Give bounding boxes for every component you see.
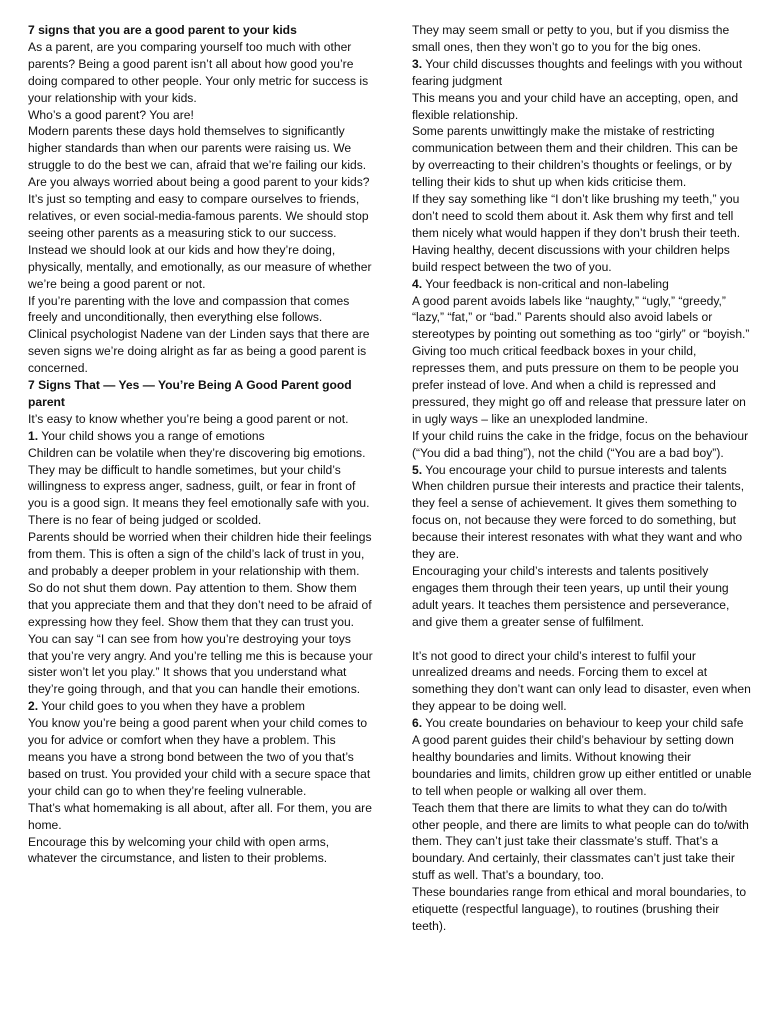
paragraph: Giving too much critical feedback boxes in your child, represses them, and puts pressure on them to be people you prefer instead of love. And when a child is repressed and pressured, they might go off and release that pressure later on in ugly ways – like an unexploded landmine. — [412, 344, 746, 426]
paragraph: Encourage this by welcoming your child with open arms, whatever the circumstance, and listen to their problems. — [28, 834, 330, 866]
sign-heading-text: Your feedback is non-critical and non-labeling — [422, 276, 669, 291]
sign-heading-text: You create boundaries on behaviour to keep your child safe — [422, 716, 744, 731]
sign-number: 5. — [412, 462, 423, 477]
paragraph: If your child ruins the cake in the fridge, focus on the behaviour (“You did a bad thing”), not the child (“You are a bad boy”). — [412, 428, 749, 460]
paragraph: You know you’re being a good parent when your child comes to you for advice or comfort when they have a problem. This means you have a strong bond between the two of you that’s based on trust. You provided your child with a secure space that your child can go to when they’re feeling vulnerable. — [28, 716, 371, 798]
paragraph: If they say something like “I don’t like brushing my teeth,” you don’t need to scold them about it. Ask them why first and tell them nicely what would happen if they don’t brush their teeth. Having healthy, decent discussions with your children helps build respect between the two of you. — [412, 192, 741, 274]
sign-heading-6 — [412, 715, 752, 732]
sign-number: 3. — [412, 56, 423, 71]
sign-heading-4 — [412, 276, 752, 293]
right-column — [412, 22, 752, 935]
sign-number: 6. — [412, 716, 423, 731]
paragraph: That’s what homemaking is all about, after all. For them, you are home. — [28, 800, 372, 832]
paragraph: Parents should be worried when their children hide their feelings from them. This is often a sign of the child’s lack of trust in you, and probably a deeper problem in your relationship with them. — [28, 530, 372, 578]
paragraph: You can say “I can see from how you’re destroying your toys that you’re very angry. And you’re telling me this is because your sister won’t let you play.” It shows that you understand what they’re going through, and that you can handle their emotions. — [28, 631, 373, 697]
paragraph: Teach them that there are limits to what they can do to/with other people, and there are limits to what people can do to/with them. They can’t just take their classmate’s stuff. That’s a boundary. And certainly, their classmates can’t just take their stuff as well. That’s a boundary, too. — [412, 800, 749, 883]
sign-heading-5 — [412, 462, 752, 479]
paragraph: It’s easy to know whether you’re being a good parent or not. — [28, 411, 349, 426]
article-title: 7 signs that you are a good parent to your kids — [28, 23, 297, 37]
left-column — [28, 22, 374, 867]
section-subtitle: 7 Signs That — Yes — You’re Being A Good Parent good parent — [28, 378, 352, 409]
sign-heading-text: Your child goes to you when they have a problem — [38, 699, 306, 714]
paragraph: If you’re parenting with the love and compassion that comes freely and unconditionally, then everything else follows. — [28, 293, 350, 325]
paragraph: Some parents unwittingly make the mistake of restricting communication between them and their children. This can be by overreacting to their children’s thoughts or feelings, or by telling their kids to shut up when kids criticise them. — [412, 124, 738, 190]
paragraph: It’s not good to direct your child’s interest to fulfil your unrealized dreams and needs. Forcing them to excel at something they don’t want can only lead to disaster, even when they appear to be doing well. — [412, 648, 751, 714]
paragraph: When children pursue their interests and practice their talents, they feel a sense of achievement. It gives them something to focus on, not because they were forced to do something, but because their interest resonates with what they want and who they are. — [412, 479, 745, 562]
sign-number: 1. — [28, 428, 39, 443]
sign-number: 4. — [412, 276, 423, 291]
paragraph: This means you and your child have an accepting, open, and flexible relationship. — [412, 90, 739, 122]
paragraph: As a parent, are you comparing yourself too much with other parents? Being a good parent isn’t all about how good you’re doing compared to other people. Your only metric for success is your relationship with your kids. — [28, 39, 369, 105]
paragraph: It’s just so tempting and easy to compare ourselves to friends, relatives, or even social-media-famous parents. We should stop seeing other parents as a measuring stick to our success. Instead we should look at our kids and how they’re doing, physically, mentally, and emotionally, as our measure of whether we’re being a good parent or not. — [28, 192, 372, 291]
paragraph: They may seem small or petty to you, but if you dismiss the small ones, then they won’t go to you for the big ones. — [412, 23, 730, 54]
sign-heading-3 — [412, 56, 752, 90]
sign-heading-text: Your child shows you a range of emotions — [38, 428, 265, 443]
sign-heading-text: You encourage your child to pursue interests and talents — [422, 462, 727, 477]
paragraph: Who’s a good parent? You are! — [28, 107, 194, 122]
paragraph: Clinical psychologist Nadene van der Linden says that there are seven signs we’re doing alright as far as being a good parent is concerned. — [28, 327, 370, 376]
sign-heading-text: Your child discusses thoughts and feelings with you without fearing judgment — [412, 56, 743, 88]
paragraph: A good parent avoids labels like “naughty,” “ugly,” “greedy,” “lazy,” “fat,” or “bad.” Parents should also avoid labels or stereotypes by pointing out something as too “girly” or “boyish.” — [412, 293, 750, 342]
paragraph: So do not shut them down. Pay attention to them. Show them that you appreciate them and that they don’t need to be afraid of expressing how they feel. Show them that they can trust you. — [28, 580, 372, 629]
paragraph: Children can be volatile when they’re discovering big emotions. They may be difficult to handle sometimes, but your child’s willingness to express anger, sadness, guilt, or fear in front of you is a good sign. It means they feel emotionally safe with you. There is no fear of being judged or scolded. — [28, 445, 370, 528]
paragraph: Modern parents these days hold themselves to significantly higher standards than when our parents were raising us. We struggle to do the best we can, afraid that we’re failing our kids. Are you always worried about being a good parent to your kids? — [28, 124, 370, 190]
sign-heading-2 — [28, 698, 374, 715]
paragraph: Encouraging your child’s interests and talents positively engages them through their teen years, up until their young adult years. It teaches them persistence and perseverance, and give them a greater sense of fulfilment. — [412, 564, 730, 629]
paragraph: A good parent guides their child’s behaviour by setting down healthy boundaries and limits. Without knowing their boundaries and limits, children grow up either entitled or unable to tell when people or walking all over them. — [412, 733, 752, 798]
sign-heading-1 — [28, 428, 374, 445]
blank-line — [412, 631, 752, 648]
sign-number: 2. — [28, 699, 39, 714]
paragraph: These boundaries range from ethical and moral boundaries, to etiquette (respectful language), to routines (brushing their teeth). — [412, 885, 747, 934]
